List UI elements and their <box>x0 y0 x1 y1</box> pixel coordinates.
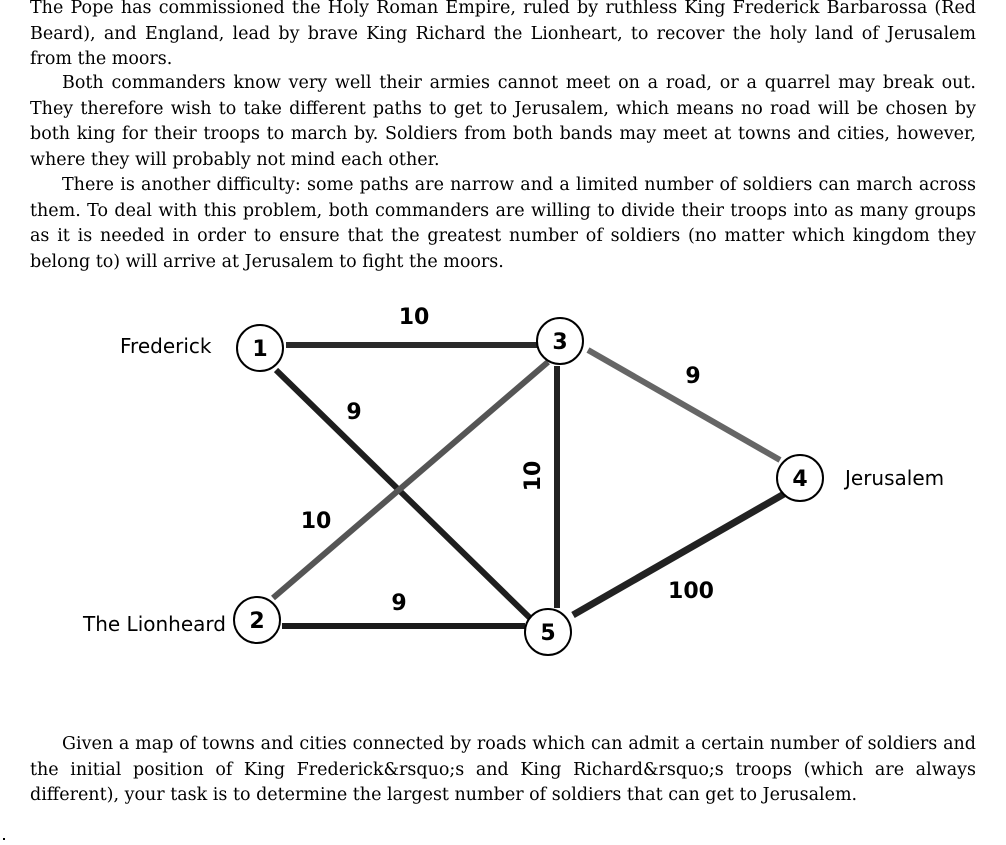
capacity-label-1-5: 9 <box>346 400 362 425</box>
paragraph-task: Given a map of towns and cities connected by roads which can admit a certain number of soldiers and the initial position of King Frederick&rsquo;s and King Richard&rsquo;s troops (which are always different), your task is to determine the largest number of soldiers that can get to Jerusalem. <box>30 734 976 805</box>
node-2 <box>234 597 280 643</box>
node-2-number: 2 <box>249 609 265 634</box>
capacity-label-3-4: 9 <box>685 364 701 389</box>
node-4-number: 4 <box>792 467 808 492</box>
edge-2-3 <box>273 362 548 598</box>
node-5-number: 5 <box>540 621 556 646</box>
node-4 <box>777 455 823 501</box>
capacity-label-2-5: 9 <box>391 591 407 616</box>
stray-mark <box>3 838 5 840</box>
road-map-diagram <box>30 290 976 690</box>
node-label-lionheard: The Lionheard <box>83 612 226 636</box>
edge-3-4 <box>588 350 780 460</box>
node-label-frederick: Frederick <box>120 334 212 358</box>
node-5 <box>525 609 571 655</box>
capacity-label-1-3: 10 <box>398 305 430 330</box>
node-3 <box>537 318 583 364</box>
capacity-label-3-5: 10 <box>521 460 546 492</box>
node-1-number: 1 <box>252 337 268 362</box>
paragraph-intro: The Pope has commissioned the Holy Roman Empire, ruled by ruthless King Frederick Barbarossa (Red Beard), and England, lead by brave King Richard the Lionheart, to recover the holy land of Jerusalem from the moors. <box>30 0 976 69</box>
capacity-label-2-3: 10 <box>300 509 332 534</box>
paragraph-roads: Both commanders know very well their armies cannot meet on a road, or a quarrel may break out. They therefore wish to take different paths to get to Jerusalem, which means no road will be chosen by both king for their troops to march by. Soldiers from both bands may meet at towns and cities, however, where they will probably not mind each other. <box>30 73 976 170</box>
paragraph-capacity: There is another difficulty: some paths are narrow and a limited number of soldiers can march across them. To deal with this problem, both commanders are willing to divide their troops into as many groups as it is needed in order to ensure that the greatest number of soldiers (no matter which kingdom they belong to) will arrive at Jerusalem to fight the moors. <box>30 175 976 272</box>
node-1 <box>237 325 283 371</box>
node-3-number: 3 <box>552 330 568 355</box>
capacity-label-5-4: 100 <box>668 579 714 604</box>
node-label-jerusalem: Jerusalem <box>845 466 945 490</box>
